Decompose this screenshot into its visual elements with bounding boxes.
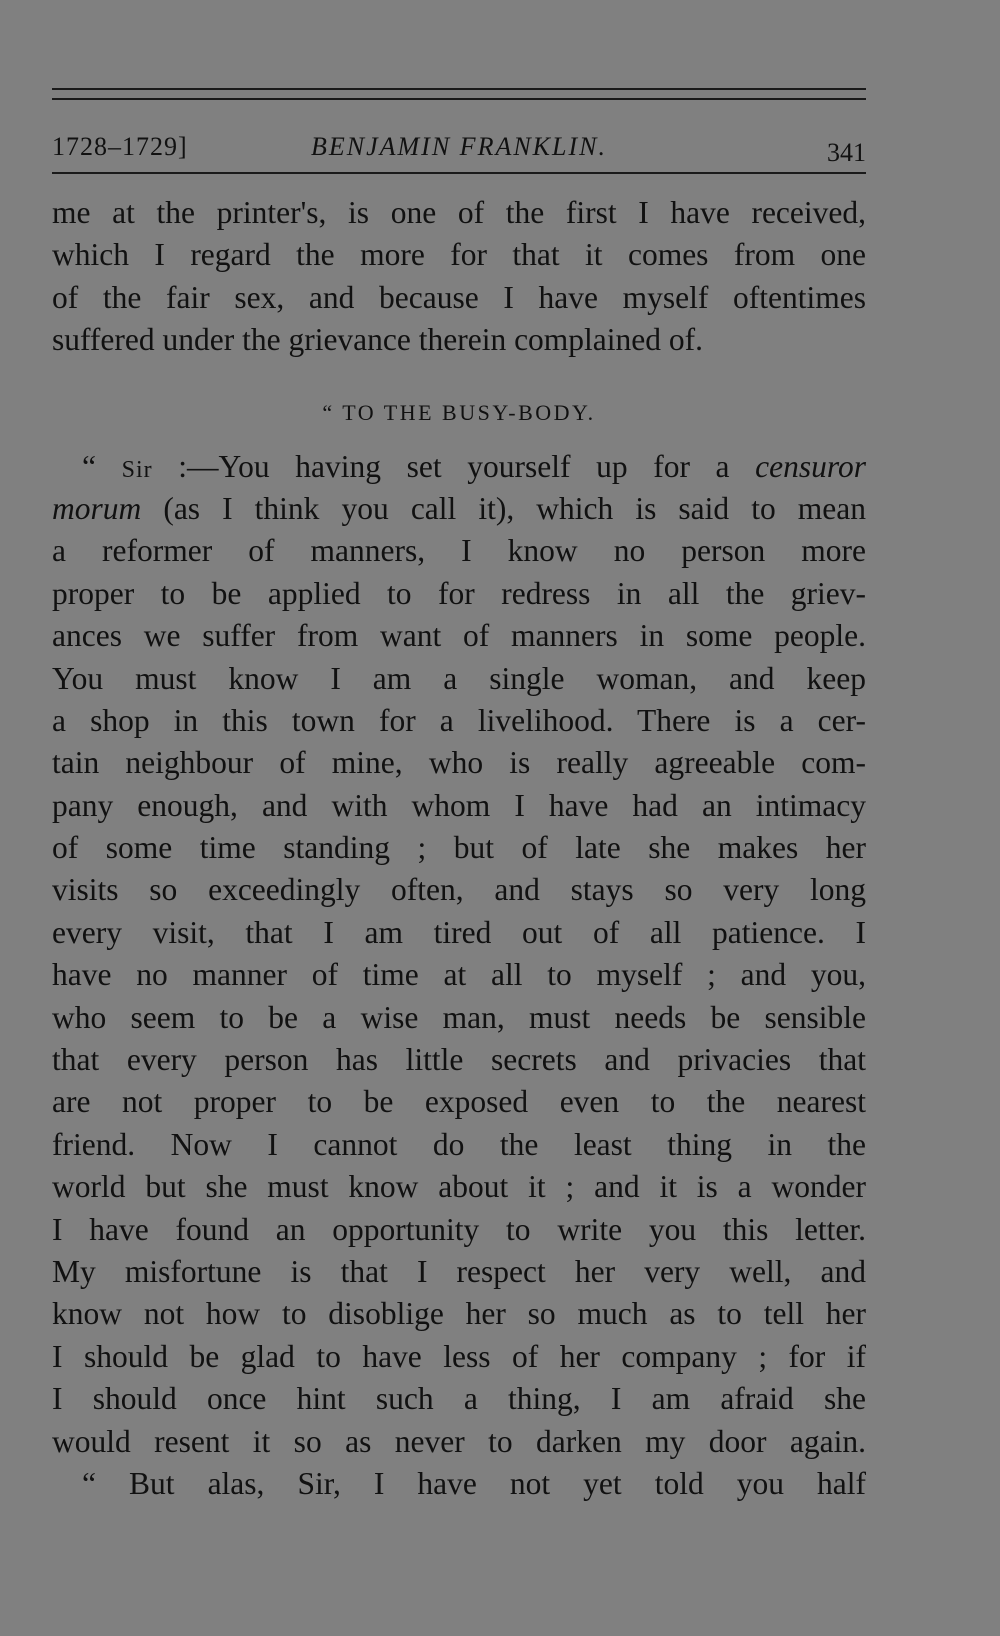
text-line: a reformer of manners, I know no person more bbox=[52, 533, 866, 569]
letter-body bbox=[52, 446, 866, 1506]
text-line: me at the printer's, is one of the first I have received, bbox=[52, 195, 866, 230]
latin-phrase-part1: censuror bbox=[755, 448, 866, 484]
text-line: pany enough, and with whom I have had an intimacy bbox=[52, 787, 866, 823]
header-title: BENJAMIN FRANKLIN. bbox=[311, 132, 607, 161]
text-line: You must know I am a single woman, and keep bbox=[52, 660, 866, 696]
text-line: are not proper to be exposed even to the nearest bbox=[52, 1084, 866, 1120]
text-line: that every person has little secrets and privacies that bbox=[52, 1042, 866, 1078]
text-line: every visit, that I am tired out of all patience. I bbox=[52, 914, 866, 950]
intro-paragraph bbox=[52, 192, 866, 362]
text-line: a shop in this town for a livelihood. There is a cer- bbox=[52, 702, 866, 738]
text-line: I should be glad to have less of her company ; for if bbox=[52, 1338, 866, 1374]
salutation-sir: Sir bbox=[121, 456, 153, 483]
header-rule bbox=[52, 172, 866, 174]
text-line: ances we suffer from want of manners in some people. bbox=[52, 618, 866, 654]
letter-heading: “ TO THE BUSY-BODY. bbox=[322, 399, 596, 425]
running-header bbox=[52, 118, 866, 172]
text-line: know not how to disoblige her so much as to tell her bbox=[52, 1296, 866, 1332]
opening-quote: “ bbox=[82, 448, 122, 484]
text-line: of the fair sex, and because I have myself oftentimes bbox=[52, 279, 866, 315]
text-line: My misfortune is that I respect her very well, and bbox=[52, 1253, 866, 1289]
book-page bbox=[52, 88, 866, 1505]
salutation-line bbox=[52, 446, 866, 488]
text-line: would resent it so as never to darken my door again. bbox=[52, 1423, 866, 1459]
latin-phrase-part2: morum bbox=[52, 490, 142, 526]
text-line: visits so exceedingly often, and stays so very long bbox=[52, 872, 866, 908]
text-line: “ But alas, Sir, I have not yet told you half bbox=[82, 1465, 866, 1501]
text-line: tain neighbour of mine, who is really agreeable com- bbox=[52, 745, 866, 781]
salutation-text: :—You having set yourself up for a bbox=[152, 448, 756, 484]
text-line: suffered under the grievance therein complained of. bbox=[52, 322, 704, 358]
text-line: I have found an opportunity to write you this letter. bbox=[52, 1211, 866, 1247]
page-number: 341 bbox=[827, 138, 866, 167]
text-line: friend. Now I cannot do the least thing in the bbox=[52, 1126, 866, 1162]
text-line: I should once hint such a thing, I am afraid she bbox=[52, 1381, 866, 1417]
header-date-range: 1728–1729] bbox=[52, 132, 188, 161]
text-line: which I regard the more for that it comes from one bbox=[52, 237, 866, 273]
top-rule bbox=[52, 88, 866, 90]
text-line bbox=[52, 488, 866, 530]
text-line: world but she must know about it ; and it is a wonder bbox=[52, 1169, 866, 1205]
text-line: have no manner of time at all to myself ; and you, bbox=[52, 957, 866, 993]
text-line-rest: (as I think you call it), which is said to mean bbox=[141, 490, 866, 526]
text-line: of some time standing ; but of late she makes her bbox=[52, 830, 866, 866]
top-rule-second bbox=[52, 98, 866, 100]
text-line: proper to be applied to for redress in all the griev- bbox=[52, 575, 866, 611]
text-line: who seem to be a wise man, must needs be sensible bbox=[52, 999, 866, 1035]
